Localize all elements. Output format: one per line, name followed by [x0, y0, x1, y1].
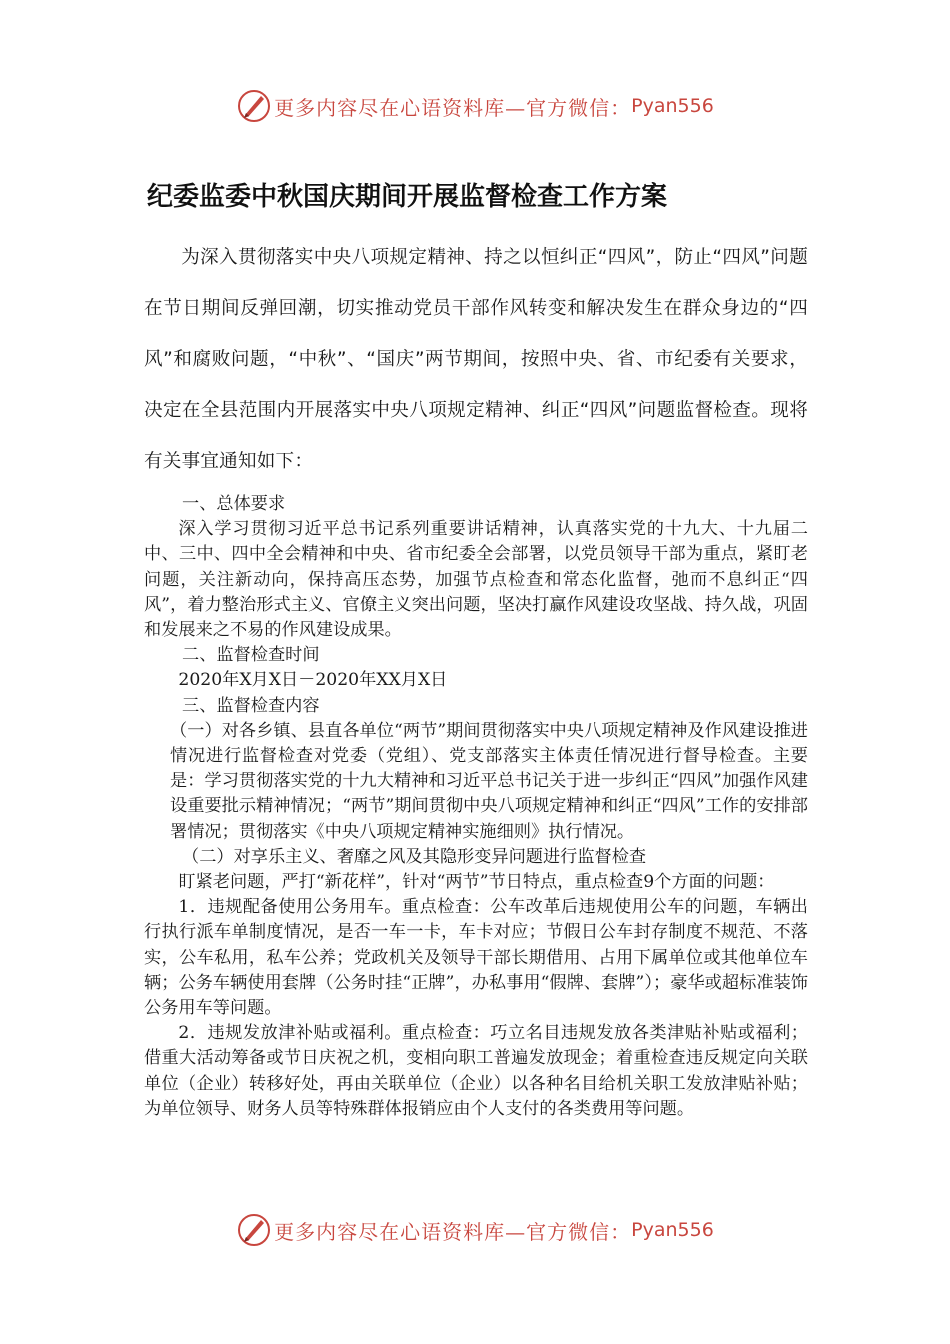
section-3-heading: 三、监督检查内容	[182, 695, 320, 716]
pen-logo-icon	[236, 1212, 272, 1248]
list-item-2: 2．违规发放津补贴或福利。重点检查：巧立名目违规发放各类津贴补贴或福利；借重大活动筹备或节日庆祝之机，变相向职工普遍发放现金；着重检查违反规定向关联单位（企业）转移好处，再由关联单位（企业）以各种名目给机关职工发放津贴补贴；为单位领导、财务人员等特殊群体报销应由个人支付的各类费用等问题。	[144, 1023, 808, 1119]
watermark-wechat-id: Pyan556	[631, 95, 714, 117]
watermark-banner-bottom	[0, 1210, 950, 1250]
section-2-heading: 二、监督检查时间	[182, 645, 320, 666]
section-1-heading: 一、总体要求	[182, 494, 286, 514]
pen-logo-icon	[236, 88, 272, 124]
section-3-part-2-text: 盯紧老问题，严打“新花样”，针对“两节”节日特点，重点检查9个方面的问题：	[178, 872, 775, 893]
section-3-part-1: （一）对各乡镇、县直各单位“两节”期间贯彻落实中央八项规定精神及作风建设推进情况进行监督检查对党委（党组）、党支部落实主体责任情况进行督导检查。主要是：学习贯彻落实党的十九大精神和习近平总书记关于进一步纠正“四风”加强作风建设重要批示精神情况；“两节”期间贯彻中央八项规定精神和纠正“四风”工作的安排部署情况；贯彻落实《中央八项规定精神实施细则》执行情况。	[170, 720, 808, 842]
intro-paragraph: 为深入贯彻落实中央八项规定精神、持之以恒纠正“四风”，防止“四风”问题在节日期间反弹回潮，切实推动党员干部作风转变和解决发生在群众身边的“四风”和腐败问题，“中秋”、“国庆”两节期间，按照中央、省、市纪委有关要求，决定在全县范围内开展落实中央八项规定精神、纠正“四风”问题监督检查。现将有关事宜通知如下：	[144, 247, 808, 472]
watermark-wechat-id: Pyan556	[631, 1219, 714, 1241]
watermark-text: 更多内容尽在心语资料库—官方微信：	[274, 1219, 632, 1244]
list-item-1: 1．违规配备使用公务用车。重点检查：公车改革后违规使用公车的问题，车辆出行执行派车单制度情况，是否一车一卡，车卡对应；节假日公车封存制度不规范、不落实，公车私用，私车公养；党政机关及领导干部长期借用、占用下属单位或其他单位车辆；公务车辆使用套牌（公务时挂“正牌”，办私事用“假牌、套牌”）；豪华或超标准装饰公务用车等问题。	[144, 897, 808, 1019]
document-body	[144, 492, 808, 1122]
section-1-text: 深入学习贯彻习近平总书记系列重要讲话精神，认真落实党的十九大、十九届二中、三中、四中全会精神和中央、省市纪委全会部署，以党员领导干部为重点，紧盯老问题，关注新动向，保持高压态势，加强节点检查和常态化监督，弛而不息纠正“四风”，着力整治形式主义、官僚主义突出问题，坚决打赢作风建设攻坚战、持久战，巩固和发展来之不易的作风建设成果。	[144, 519, 808, 641]
section-3-part-2-heading: （二）对享乐主义、奢靡之风及其隐形变异问题进行监督检查	[182, 846, 647, 867]
watermark-text: 更多内容尽在心语资料库—官方微信：	[274, 95, 632, 120]
watermark-banner-top	[0, 86, 950, 126]
section-2-text: 2020年X月X日－2020年XX月X日	[178, 670, 448, 691]
page-title: 纪委监委中秋国庆期间开展监督检查工作方案	[147, 182, 668, 212]
